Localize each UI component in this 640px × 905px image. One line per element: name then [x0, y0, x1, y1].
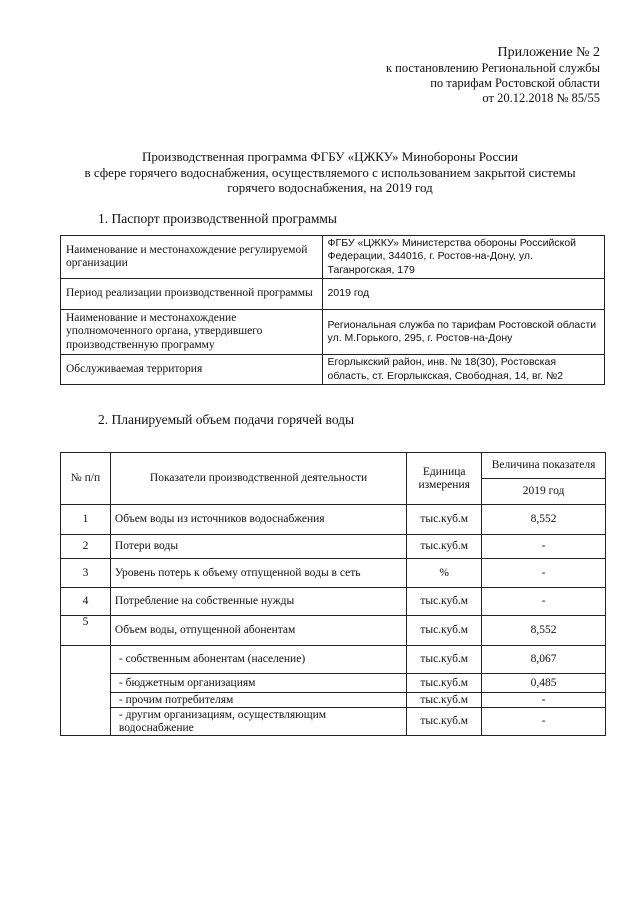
header-value-group: Величина показателя [482, 453, 606, 479]
table-row [61, 588, 606, 616]
table-row [61, 616, 606, 646]
passport-label: Период реализации производственной программы [61, 279, 323, 310]
table-row [61, 535, 606, 559]
table-row [61, 708, 606, 736]
passport-value: ФГБУ «ЦЖКУ» Министерства обороны Российской Федерации, 344016, г. Ростов-на-Дону, ул. Таганрогская, 179 [322, 236, 604, 279]
row-num: 4 [61, 588, 111, 616]
passport-value: Егорлыкский район, инв. № 18(30), Ростовская область, ст. Егорлыкская, Свободная, 14, вг. №2 [322, 355, 604, 385]
row-unit: тыс.куб.м [407, 505, 482, 535]
sub-row-value: - [482, 693, 606, 708]
row-value: - [482, 535, 606, 559]
sub-row-unit: тыс.куб.м [407, 646, 482, 674]
row-num: 1 [61, 505, 111, 535]
volume-table [60, 452, 606, 736]
row-value: 8,552 [482, 616, 606, 646]
section-heading-passport: 1. Паспорт производственной программы [98, 211, 337, 226]
table-row [61, 646, 606, 674]
table-row [61, 279, 605, 310]
row-num: 3 [61, 559, 111, 588]
sub-row-unit: тыс.куб.м [407, 708, 482, 736]
title-line: Производственная программа ФГБУ «ЦЖКУ» Минобороны России [142, 149, 518, 164]
appendix-date: от 20.12.2018 № 85/55 [482, 91, 600, 105]
appendix-number: Приложение № 2 [497, 45, 600, 60]
table-row [61, 693, 606, 708]
title-line: в сфере горячего водоснабжения, осуществляемого с использованием закрытой системы [84, 164, 576, 180]
row-value: 8,552 [482, 505, 606, 535]
table-row [61, 674, 606, 693]
row-num: 5 [61, 616, 111, 646]
row-unit: тыс.куб.м [407, 535, 482, 559]
appendix-ref-line: к постановлению Региональной службы [385, 61, 600, 75]
sub-num-blank [61, 646, 111, 736]
row-name: Потери воды [110, 535, 406, 559]
sub-row-name: - другим организациям, осуществляющим водоснабжение [110, 708, 406, 736]
row-unit: тыс.куб.м [407, 616, 482, 646]
sub-row-value: 0,485 [482, 674, 606, 693]
sub-row-unit: тыс.куб.м [407, 693, 482, 708]
row-num: 2 [61, 535, 111, 559]
header-year: 2019 год [482, 479, 606, 505]
row-name: Уровень потерь к объему отпущенной воды в сеть [110, 559, 406, 588]
row-unit: тыс.куб.м [407, 588, 482, 616]
header-indicator: Показатели производственной деятельности [110, 453, 406, 505]
passport-table [60, 235, 605, 385]
sub-row-value: 8,067 [482, 646, 606, 674]
passport-value: 2019 год [322, 279, 604, 310]
sub-row-name: - бюджетным организациям [110, 674, 406, 693]
document-title [60, 149, 600, 196]
row-name: Объем воды, отпущенной абонентам [110, 616, 406, 646]
row-value: - [482, 588, 606, 616]
passport-label: Обслуживаемая территория [61, 355, 323, 385]
passport-label: Наименование и местонахождение регулируемой организации [61, 236, 323, 279]
row-name: Объем воды из источников водоснабжения [110, 505, 406, 535]
table-row [61, 559, 606, 588]
appendix-ref-line: по тарифам Ростовской области [430, 76, 600, 90]
section-heading-volume: 2. Планируемый объем подачи горячей воды [98, 412, 355, 427]
title-line: горячего водоснабжения, на 2019 год [227, 180, 433, 195]
passport-value: Региональная служба по тарифам Ростовской области ул. М.Горького, 295, г. Ростов-на-Дону [322, 310, 604, 355]
table-row [61, 505, 606, 535]
table-row [61, 355, 605, 385]
row-unit: % [407, 559, 482, 588]
sub-row-unit: тыс.куб.м [407, 674, 482, 693]
table-row [61, 310, 605, 355]
header-num: № п/п [61, 453, 111, 505]
header-unit: Единица измерения [407, 453, 482, 505]
appendix-header [386, 44, 600, 106]
row-value: - [482, 559, 606, 588]
row-name: Потребление на собственные нужды [110, 588, 406, 616]
passport-label: Наименование и местонахождение уполномоченного органа, утвердившего производственную программу [61, 310, 323, 355]
table-row [61, 236, 605, 279]
header-row [61, 453, 606, 479]
sub-row-name: - прочим потребителям [110, 693, 406, 708]
sub-row-value: - [482, 708, 606, 736]
sub-row-name: - собственным абонентам (население) [110, 646, 406, 674]
